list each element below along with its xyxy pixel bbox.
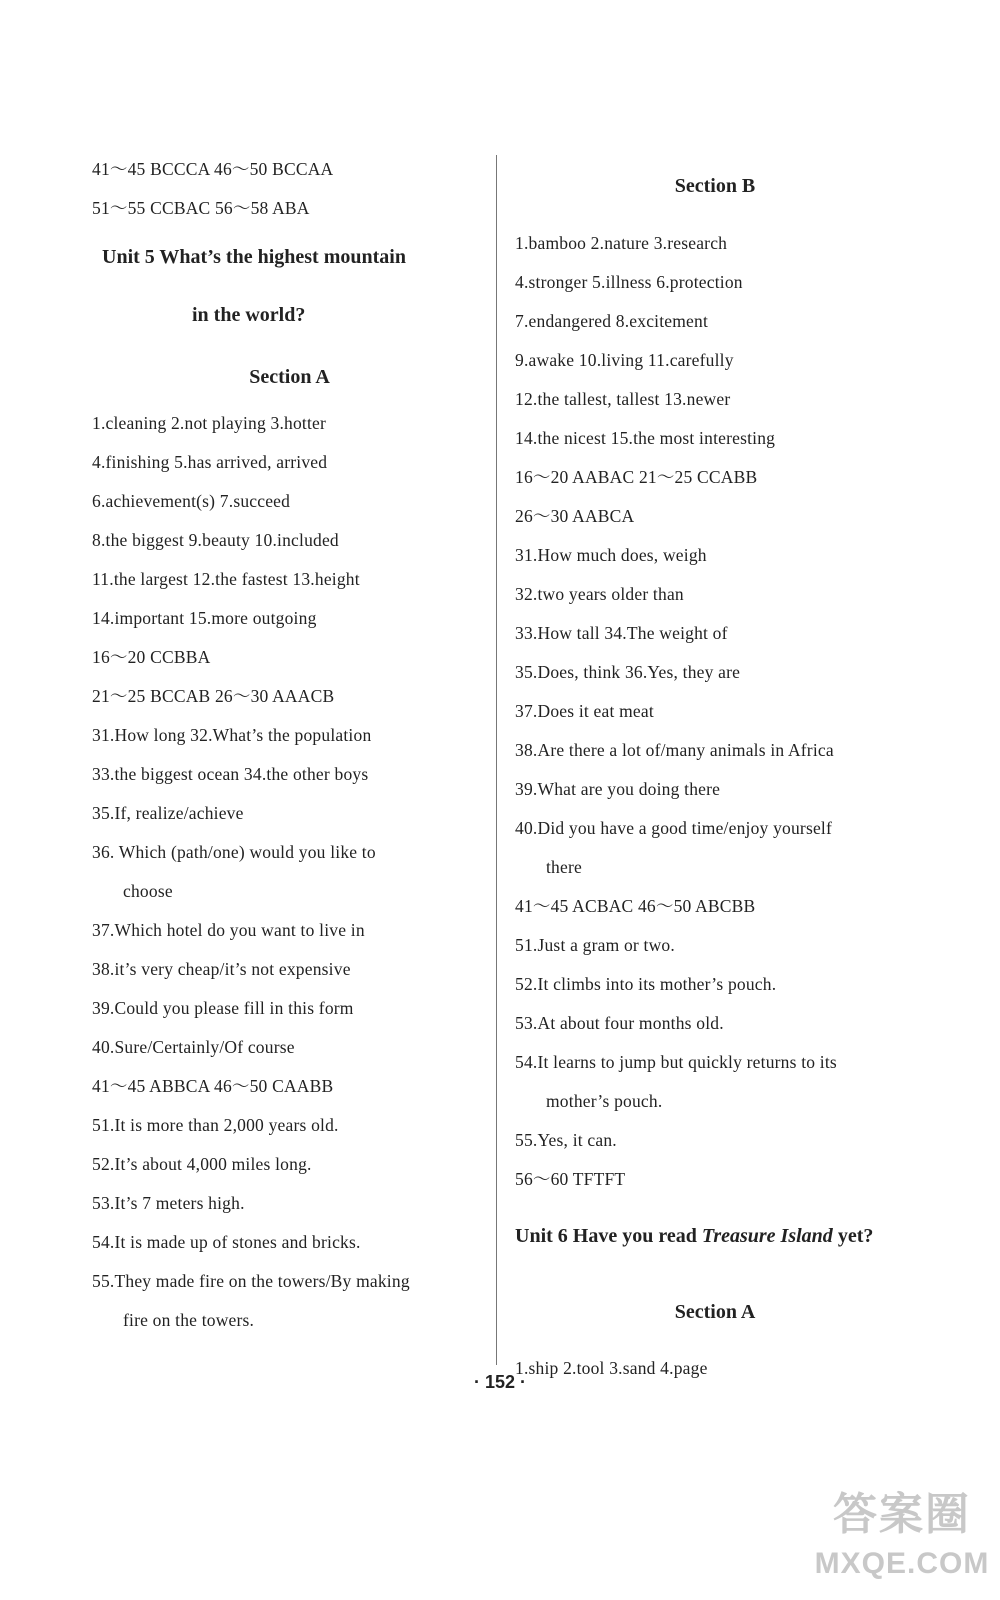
answer-line: there (546, 857, 582, 877)
answer-line: 38.it’s very cheap/it’s not expensive (92, 959, 351, 979)
answer-line: 12.the tallest, tallest 13.newer (515, 389, 731, 409)
answer-line: 52.It climbs into its mother’s pouch. (515, 974, 777, 994)
answer-line: choose (123, 881, 173, 901)
answer-line: 55.Yes, it can. (515, 1130, 617, 1150)
unit-6-title (515, 1221, 915, 1251)
answer-line: 39.Could you please fill in this form (92, 998, 354, 1018)
answer-line: 51.Just a gram or two. (515, 935, 675, 955)
answer-line: 11.the largest 12.the fastest 13.height (92, 569, 360, 589)
answer-line: 40.Did you have a good time/enjoy yourself (515, 818, 833, 838)
section-b-heading: Section B (674, 175, 756, 197)
answer-line: 6.achievement(s) 7.succeed (92, 491, 291, 511)
section-a-heading: Section A (249, 366, 330, 388)
answer-line: 55.They made fire on the towers/By making (92, 1271, 410, 1291)
answer-line: 51.It is more than 2,000 years old. (92, 1115, 339, 1135)
answer-line: 9.awake 10.living 11.carefully (515, 350, 734, 370)
answer-line: 33.How tall 34.The weight of (515, 623, 728, 643)
answer-line: 33.the biggest ocean 34.the other boys (92, 764, 369, 784)
answer-line: 32.two years older than (515, 584, 684, 604)
answer-line: 31.How much does, weigh (515, 545, 707, 565)
left-column (92, 150, 487, 1340)
answer-line: 1.cleaning 2.not playing 3.hotter (92, 413, 327, 433)
answer-line: 14.important 15.more outgoing (92, 608, 317, 628)
answer-line: fire on the towers. (123, 1310, 255, 1330)
section-b-answers (515, 224, 915, 1199)
section-a-answers (92, 404, 487, 1340)
answer-line: 53.It’s 7 meters high. (92, 1193, 245, 1213)
answer-line: 37.Which hotel do you want to live in (92, 920, 365, 940)
answer-line: 4.finishing 5.has arrived, arrived (92, 452, 328, 472)
answer-line: 35.Does, think 36.Yes, they are (515, 662, 741, 682)
answer-line: 16～20 CCBBA (92, 647, 211, 667)
answer-line: 54.It is made up of stones and bricks. (92, 1232, 361, 1252)
answer-line: 53.At about four months old. (515, 1013, 724, 1033)
answer-line: 51～55 CCBAC 56～58 ABA (92, 198, 310, 218)
answer-line: 16～20 AABAC 21～25 CCABB (515, 467, 758, 487)
watermark-top: 答案圈 (833, 1490, 971, 1539)
answer-line: 41～45 ACBAC 46～50 ABCBB (515, 896, 756, 916)
answer-line: 1.bamboo 2.nature 3.research (515, 233, 728, 253)
answer-line: 26～30 AABCA (515, 506, 635, 526)
right-column (515, 150, 915, 1388)
unit-5-title-line-1: Unit 5 What’s the highest mountain (102, 246, 406, 268)
answer-line: 14.the nicest 15.the most interesting (515, 428, 776, 448)
answer-line: 41～45 BCCCA 46～50 BCCAA (92, 159, 334, 179)
answer-line: 41～45 ABBCA 46～50 CAABB (92, 1076, 334, 1096)
answer-line: 21～25 BCCAB 26～30 AAACB (92, 686, 335, 706)
answer-line: 1.ship 2.tool 3.sand 4.page (515, 1358, 708, 1378)
answer-line: 54.It learns to jump but quickly returns to its (515, 1052, 837, 1072)
answer-line: 4.stronger 5.illness 6.protection (515, 272, 743, 292)
answer-line: 37.Does it eat meat (515, 701, 654, 721)
answer-line: 31.How long 32.What’s the population (92, 725, 372, 745)
answer-line: mother’s pouch. (546, 1091, 663, 1111)
section-a-heading-unit-6: Section A (674, 1301, 756, 1323)
answer-line: 56～60 TFTFT (515, 1169, 626, 1189)
column-divider (496, 155, 497, 1365)
watermark-bottom: MXQE.COM (814, 1547, 990, 1580)
answer-line: 8.the biggest 9.beauty 10.included (92, 530, 339, 550)
unit-5-title-line-2: in the world? (192, 304, 306, 326)
answer-line: 38.Are there a lot of/many animals in Africa (515, 740, 834, 760)
answer-line: 39.What are you doing there (515, 779, 721, 799)
answer-line: 52.It’s about 4,000 miles long. (92, 1154, 312, 1174)
answer-line: 35.If, realize/achieve (92, 803, 244, 823)
answer-line: 7.endangered 8.excitement (515, 311, 709, 331)
unit-6-title-suffix: yet? (832, 1225, 874, 1247)
watermark-logo (812, 1486, 992, 1596)
unit-6-book-title: Treasure Island (701, 1225, 833, 1247)
unit-6-title-prefix: Unit 6 Have you read (515, 1225, 702, 1247)
answer-line: 36. Which (path/one) would you like to (92, 842, 376, 862)
page-number: · 152 · (473, 1372, 527, 1392)
answer-line: 40.Sure/Certainly/Of course (92, 1037, 295, 1057)
